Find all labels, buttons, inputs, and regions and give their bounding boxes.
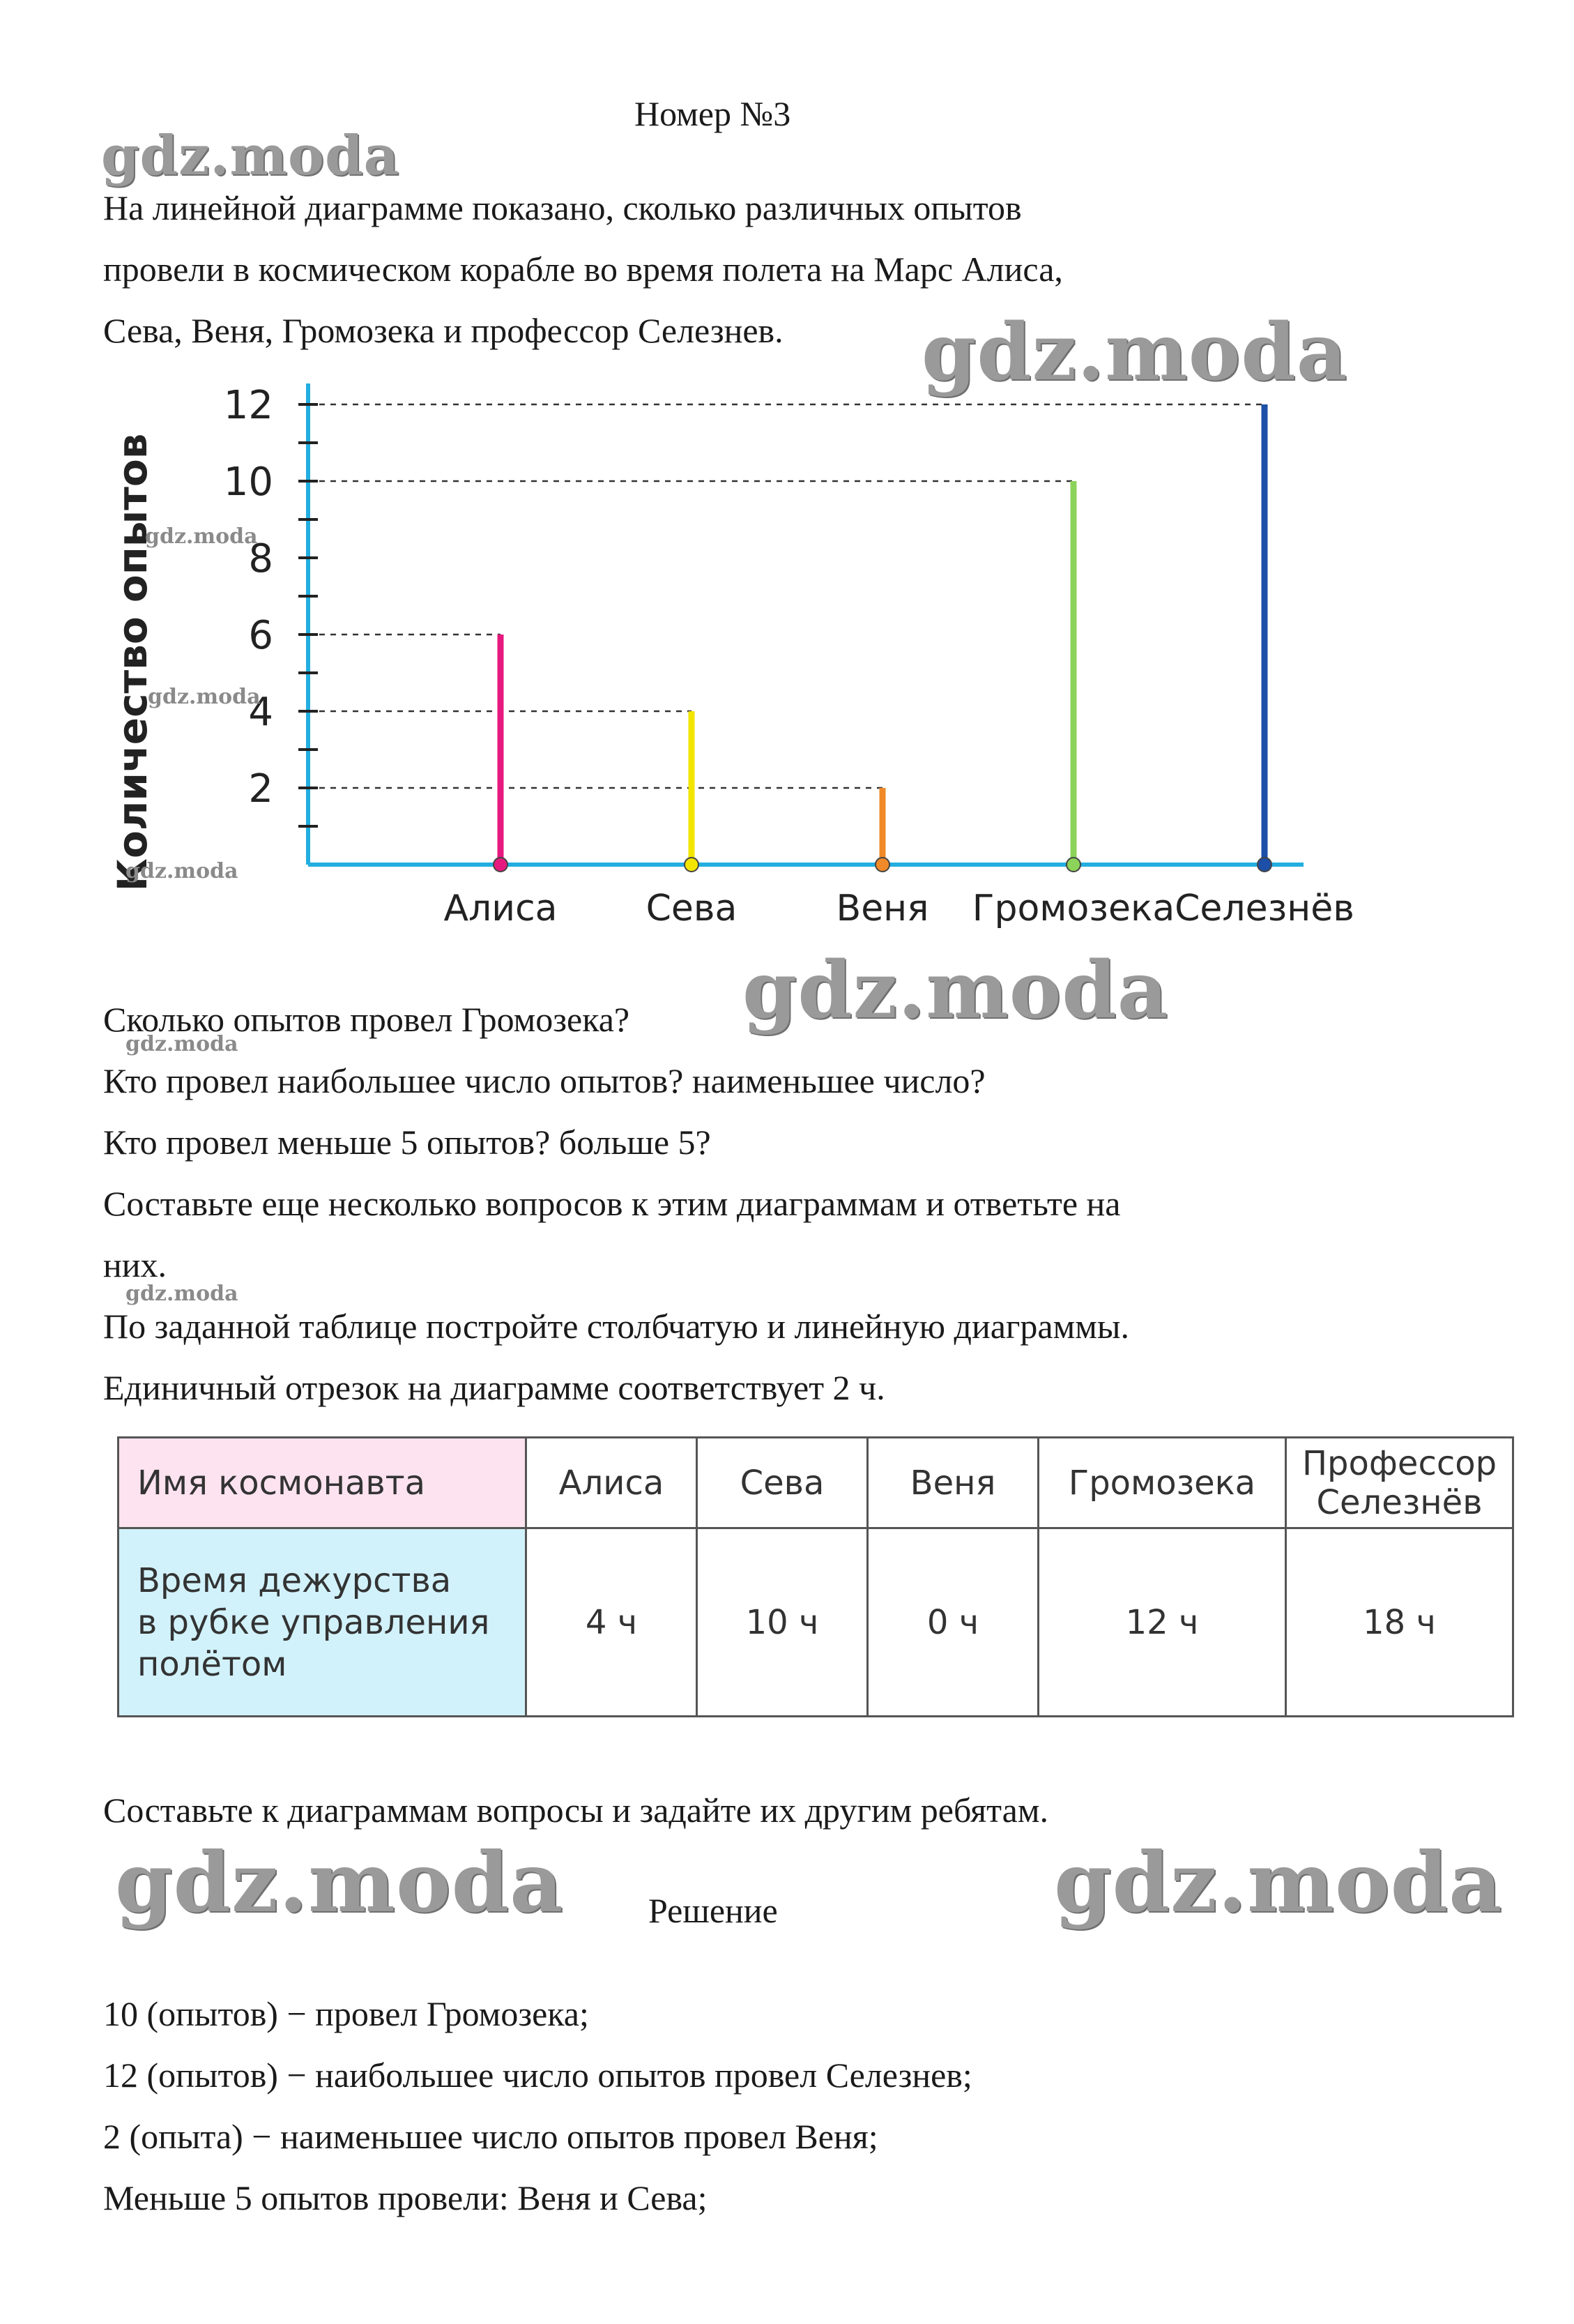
table-name-line: Профессор	[1301, 1443, 1497, 1483]
question-2: Кто провел наибольшее число опытов? наименьшее число?	[103, 1061, 986, 1100]
row-label-line: Время дежурства	[137, 1560, 452, 1600]
table-value-cell: 0 ч	[868, 1528, 1039, 1717]
question-4: Составьте еще несколько вопросов к этим диаграммам и ответьте на	[103, 1184, 1121, 1223]
intro-line-2: провели в космическом корабле во время полета на Марс Алиса,	[103, 250, 1063, 289]
intro-line-1: На линейной диаграмме показано, сколько различных опытов	[103, 188, 1022, 227]
solution-line-4: Меньше 5 опытов провели: Веня и Сева;	[103, 2178, 708, 2217]
y-tick-label: 2	[248, 766, 273, 812]
x-tick-label: Громозека	[972, 888, 1175, 929]
chart-labels	[109, 383, 1354, 929]
y-tick-label: 8	[248, 536, 273, 582]
intro-line-3: Сева, Веня, Громозека и профессор Селезнев.	[103, 311, 784, 350]
table-header-label: Имя космонавта	[119, 1438, 526, 1528]
question-3: Кто провел меньше 5 опытов? больше 5?	[103, 1123, 711, 1162]
table-name-line: Селезнёв	[1316, 1482, 1483, 1522]
solution-line-2: 12 (опытов) − наибольшее число опытов провел Селезнев;	[103, 2056, 972, 2095]
watermark: gdz.moda	[922, 307, 1348, 398]
table-name-cell: Алиса	[526, 1438, 697, 1528]
bar-base-point	[494, 858, 507, 872]
table-name-cell: Громозека	[1039, 1438, 1286, 1528]
question-1: Сколько опытов провел Громозека?	[103, 1000, 630, 1039]
watermark: gdz.moda	[1054, 1834, 1503, 1931]
solution-title: Решение	[648, 1891, 778, 1930]
y-axis-label: Количество опытов	[109, 433, 156, 892]
table-row-label	[119, 1528, 526, 1717]
page-heading: Номер №3	[634, 94, 791, 133]
experiments-chart	[84, 363, 1436, 934]
watermark: gdz.moda	[125, 1032, 238, 1056]
task-after-table: Составьте к диаграммам вопросы и задайте их другим ребятам.	[103, 1791, 1048, 1830]
bar-base-point	[876, 858, 889, 872]
solution-line-3: 2 (опыта) − наименьшее число опытов провел Веня;	[103, 2117, 878, 2156]
row-label-line: полётом	[137, 1644, 287, 1684]
y-tick-label: 6	[248, 613, 273, 658]
table-value-cell: 10 ч	[697, 1528, 868, 1717]
table-name-cell	[1286, 1438, 1513, 1528]
question-6: По заданной таблице постройте столбчатую и линейную диаграммы.	[103, 1307, 1129, 1346]
watermark: gdz.moda	[145, 524, 258, 549]
row-label-line: в рубке управления	[137, 1602, 490, 1642]
table-name-cell: Веня	[868, 1438, 1039, 1528]
bar-base-point	[1067, 858, 1080, 872]
table-name-cell: Сева	[697, 1438, 868, 1528]
watermark: gdz.moda	[742, 945, 1169, 1036]
table-value-cell: 18 ч	[1286, 1528, 1513, 1717]
duty-table	[117, 1436, 1514, 1717]
question-7: Единичный отрезок на диаграмме соответствует 2 ч.	[103, 1368, 885, 1407]
guide-lines	[308, 404, 1264, 788]
table-value-cell: 4 ч	[526, 1528, 697, 1717]
table-value-cell: 12 ч	[1039, 1528, 1286, 1717]
table-row	[119, 1438, 1513, 1528]
x-tick-label: Сева	[645, 888, 738, 929]
bar-base-point	[1258, 858, 1271, 872]
watermark: gdz.moda	[101, 124, 400, 188]
x-tick-label: Селезнёв	[1175, 888, 1354, 929]
watermark: gdz.moda	[115, 1834, 564, 1931]
x-tick-label: Алиса	[443, 888, 558, 929]
watermark: gdz.moda	[125, 1282, 238, 1306]
y-tick-label: 4	[248, 690, 273, 735]
solution-line-1: 10 (опытов) − провел Громозека;	[103, 1994, 589, 2033]
watermark: gdz.moda	[125, 859, 238, 883]
x-tick-label: Веня	[836, 888, 929, 929]
question-5: них.	[103, 1245, 167, 1284]
bar-base-point	[685, 858, 698, 872]
y-tick-label: 12	[223, 383, 273, 428]
watermark: gdz.moda	[148, 685, 261, 709]
chart-bars	[494, 404, 1271, 872]
table-row	[119, 1528, 1513, 1717]
y-tick-label: 10	[223, 460, 273, 505]
chart-axes	[298, 383, 1304, 865]
